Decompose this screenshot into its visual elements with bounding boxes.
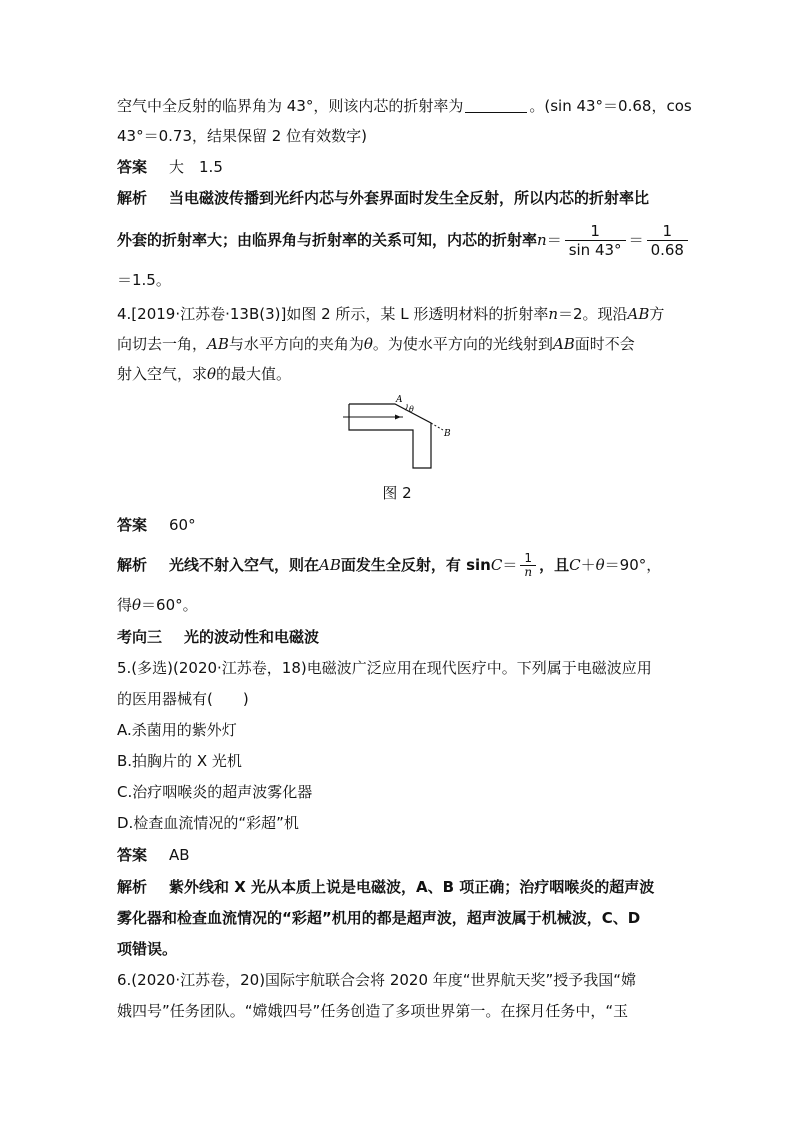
solution-text: ＝1.5。 xyxy=(117,271,171,289)
fraction-denominator: sin 43° xyxy=(565,240,626,259)
question-5-line-1 xyxy=(117,658,652,678)
solution-text: 得 xyxy=(117,596,133,614)
section-title: 光的波动性和电磁波 xyxy=(184,628,320,646)
fraction-denominator: n xyxy=(520,565,536,579)
solution-label: 解析 xyxy=(117,878,148,896)
question-5-line-2 xyxy=(117,689,249,709)
question-4-text: 4.[2019·江苏卷·13B(3)]如图 2 所示，某 L 形透明材料的折射率 xyxy=(117,305,549,323)
fraction-denominator: 0.68 xyxy=(647,240,688,259)
variable-ab: AB xyxy=(319,556,341,574)
equals-sign: ＝ xyxy=(502,556,518,574)
section-label: 考向三 xyxy=(117,628,163,646)
solution-3-line-2 xyxy=(117,220,691,260)
label-b: B xyxy=(444,429,451,439)
fraction-numerator: 1 xyxy=(662,222,673,240)
answer-5 xyxy=(117,845,190,865)
question-4-line-2 xyxy=(117,334,635,354)
variable-n: n xyxy=(548,305,558,323)
question-4-text: 面时不会 xyxy=(574,335,635,353)
question-4-text: 方 xyxy=(649,305,665,323)
answer-label: 答案 xyxy=(117,516,148,534)
variable-ab: AB xyxy=(207,335,229,353)
solution-3-line-3 xyxy=(117,270,171,290)
variable-c: C xyxy=(490,556,503,574)
solution-text: ，且 xyxy=(539,556,570,574)
variable-theta: θ xyxy=(207,365,217,383)
question-5-text: 的医用器械有( ) xyxy=(117,690,249,708)
answer-4 xyxy=(117,515,196,535)
answer-text: 60° xyxy=(169,516,196,534)
question-5-text: 5.(多选)(2020·江苏卷，18)电磁波广泛应用在现代医疗中。下列属于电磁波应用 xyxy=(117,659,652,677)
question-4-text: 与水平方向的夹角为 xyxy=(228,335,364,353)
answer-label: 答案 xyxy=(117,158,148,176)
question-4-text: 的最大值。 xyxy=(216,365,292,383)
variable-n: n xyxy=(537,231,547,249)
question-4-text: 。为使水平方向的光线射到 xyxy=(372,335,553,353)
fraction-numerator: 1 xyxy=(590,222,600,240)
answer-text: AB xyxy=(169,846,190,864)
solution-text: 外套的折射率大；由临界角与折射率的关系可知，内芯的折射率 xyxy=(117,231,538,249)
figure-caption: 图 2 xyxy=(382,484,412,502)
solution-text: 面发生全反射，有 sin xyxy=(340,556,491,574)
variable-theta: θ xyxy=(595,556,605,574)
answer-text: 大 1.5 xyxy=(169,158,223,176)
solution-text: 当电磁波传播到光纤内芯与外套界面时发生全反射，所以内芯的折射率比 xyxy=(169,189,650,207)
answer-blank xyxy=(465,98,527,113)
figure-2-l-shape-diagram xyxy=(335,392,465,478)
question-4-text: 射入空气，求 xyxy=(117,365,208,383)
plus-sign: ＋ xyxy=(580,556,596,574)
variable-ab: AB xyxy=(627,305,650,323)
variable-ab: AB xyxy=(552,335,575,353)
question-3-line-2 xyxy=(117,126,367,146)
equals-sign: ＝ xyxy=(546,231,562,249)
question-6-line-2: 娥四号”任务团队。“嫦娥四号”任务创造了多项世界第一。在探月任务中，“玉 xyxy=(117,1002,629,1020)
solution-text: ＝60°。 xyxy=(141,596,198,614)
solution-5-line-2: 雾化器和检查血流情况的“彩超”机用的都是超声波，超声波属于机械波，C、D xyxy=(117,909,641,927)
option-b: B.拍胸片的 X 光机 xyxy=(117,752,242,770)
ab-extension-dashed xyxy=(431,423,443,430)
option-c: C.治疗咽喉炎的超声波雾化器 xyxy=(117,783,313,801)
equals-sign: ＝ xyxy=(628,231,644,249)
solution-text: 光线不射入空气，则在 xyxy=(169,556,320,574)
label-theta: θ xyxy=(409,405,414,414)
label-a: A xyxy=(396,395,403,405)
variable-theta: θ xyxy=(132,596,142,614)
variable-theta: θ xyxy=(363,335,373,353)
ray-arrowhead xyxy=(395,415,401,420)
section-heading xyxy=(117,627,319,647)
fraction-1-over-068 xyxy=(647,222,688,259)
solution-text: 紫外线和 X 光从本质上说是电磁波，A、B 项正确；治疗咽喉炎的超声波 xyxy=(169,878,655,896)
question-3-line-1 xyxy=(117,96,692,116)
option-a: A.杀菌用的紫外灯 xyxy=(117,721,237,739)
question-4-text: ＝2。现沿 xyxy=(558,305,628,323)
question-6-line-1: 6.(2020·江苏卷，20)国际宇航联合会将 2020 年度“世界航天奖”授予我国“嫦 xyxy=(117,971,637,989)
question-4-line-1 xyxy=(117,304,664,324)
solution-label: 解析 xyxy=(117,556,148,574)
solution-5-line-3: 项错误。 xyxy=(117,940,178,958)
question-4-line-3 xyxy=(117,364,291,384)
question-3-text: 43°＝0.73，结果保留 2 位有效数字) xyxy=(117,127,367,145)
option-d: D.检查血流情况的“彩超”机 xyxy=(117,814,299,832)
solution-label: 解析 xyxy=(117,189,148,207)
fraction-numerator: 1 xyxy=(524,551,533,565)
variable-c: C xyxy=(569,556,581,574)
question-3-text: 空气中全反射的临界角为 43°，则该内芯的折射率为 xyxy=(117,97,464,115)
question-4-text: 向切去一角， xyxy=(117,335,208,353)
answer-3 xyxy=(117,157,223,177)
solution-3-line-1 xyxy=(117,188,649,208)
answer-label: 答案 xyxy=(117,846,148,864)
solution-4-line-1 xyxy=(117,547,661,583)
solution-text: ＝90°， xyxy=(604,556,662,574)
solution-4-line-2 xyxy=(117,595,198,615)
solution-5-line-1 xyxy=(117,877,654,897)
question-3-text: 。(sin 43°＝0.68，cos xyxy=(529,97,692,115)
l-shape-outline xyxy=(349,404,431,468)
fraction-1-over-n xyxy=(520,552,536,579)
fraction-1-over-sin43 xyxy=(565,222,626,259)
